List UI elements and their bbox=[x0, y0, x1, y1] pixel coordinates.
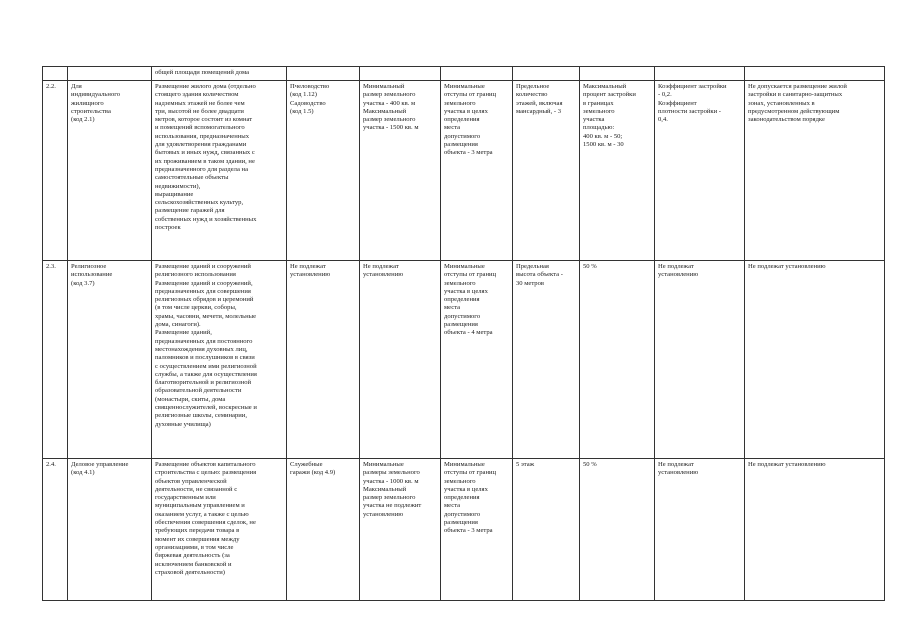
zoning-regulations-table bbox=[42, 66, 885, 601]
table-row bbox=[43, 459, 885, 601]
cell-setbacks: Минимальные отступы от границ земельного участка в целях определения места допустимого размещения объекта - 3 метра bbox=[441, 81, 513, 261]
cell-plot-size: Минимальные размеры земельного участка - 1000 кв. м Максимальный размер земельного участка не подлежит установлению bbox=[360, 459, 441, 601]
cell-floors: 5 этаж bbox=[513, 459, 580, 601]
cell-coverage: Максимальный процент застройки в границах земельного участка площадью: 400 кв. м - 50; 1500 кв. м - 30 bbox=[580, 81, 655, 261]
cell-num: 2.2. bbox=[43, 81, 68, 261]
cell-plot-size: Минимальный размер земельного участка - 400 кв. м Максимальный размер земельного участка - 1500 кв. м bbox=[360, 81, 441, 261]
cell-restrictions: Не подлежат установлению bbox=[745, 261, 885, 459]
cell-restrictions: Не допускается размещение жилой застройки в санитарно-защитных зонах, установленных в предусмотренном действующим законодательством порядке bbox=[745, 81, 885, 261]
cell-name: Деловое управление (код 4.1) bbox=[68, 459, 152, 601]
cell-main-use: Размещение жилого дома (отдельно стоящего здания количеством надземных этажей не более чем три, высотой не более двадцати метров, которое состоит из комнат и помещений вспомогательного использования, предназначенных для удовлетворения гражданами бытовых и иных нужд, связанных с их проживанием в таком здании, не предназначенного для раздела на самостоятельные объекты недвижимости), выращивание сельскохозяйственных культур, размещение гаражей для собственных нужд и хозяйственных построек bbox=[152, 81, 287, 261]
cell-restrictions: Не подлежат установлению bbox=[745, 459, 885, 601]
cell-plot-size bbox=[360, 67, 441, 81]
cell-coef: Коэффициент застройки - 0,2. Коэффициент плотности застройки - 0,4. bbox=[655, 81, 745, 261]
cell-aux-use: Служебные гаражи (код 4.9) bbox=[287, 459, 360, 601]
cell-num: 2.3. bbox=[43, 261, 68, 459]
cell-name: Для индивидуального жилищного строительства (код 2.1) bbox=[68, 81, 152, 261]
cell-floors: Предельное количество этажей, включая мансардный, - 3 bbox=[513, 81, 580, 261]
cell-setbacks bbox=[441, 67, 513, 81]
table-row-continuation bbox=[43, 67, 885, 81]
cell-coef: Не подлежат установлению bbox=[655, 261, 745, 459]
cell-floors: Предельная высота объекта - 30 метров bbox=[513, 261, 580, 459]
cell-coverage bbox=[580, 67, 655, 81]
cell-coef: Не подлежат установлению bbox=[655, 459, 745, 601]
cell-main-use: Размещение объектов капитального строительства с целью: размещения объектов управленческой деятельности, не связанной с государственным или муниципальным управлением и оказанием услуг, а также с целью обеспечения совершения сделок, не требующих передачи товара в момент их совершения между организациями, в том числе биржевая деятельность (за исключением банковской и страховой деятельности) bbox=[152, 459, 287, 601]
cell-floors bbox=[513, 67, 580, 81]
cell-aux-use bbox=[287, 67, 360, 81]
cell-num bbox=[43, 67, 68, 81]
table-row bbox=[43, 261, 885, 459]
cell-num: 2.4. bbox=[43, 459, 68, 601]
cell-aux-use: Не подлежат установлению bbox=[287, 261, 360, 459]
table-row bbox=[43, 81, 885, 261]
cell-setbacks: Минимальные отступы от границ земельного участка в целях определения места допустимого размещения объекта - 3 метра bbox=[441, 459, 513, 601]
cell-main-use: общей площади помещений дома bbox=[152, 67, 287, 81]
cell-name bbox=[68, 67, 152, 81]
cell-name: Религиозное использование (код 3.7) bbox=[68, 261, 152, 459]
cell-coef bbox=[655, 67, 745, 81]
cell-restrictions bbox=[745, 67, 885, 81]
cell-plot-size: Не подлежат установлению bbox=[360, 261, 441, 459]
cell-setbacks: Минимальные отступы от границ земельного участка в целях определения места допустимого размещения объекта - 4 метра bbox=[441, 261, 513, 459]
cell-coverage: 50 % bbox=[580, 261, 655, 459]
cell-aux-use: Пчеловодство (код 1.12) Садоводство (код 1.5) bbox=[287, 81, 360, 261]
cell-coverage: 50 % bbox=[580, 459, 655, 601]
cell-main-use: Размещение зданий и сооружений религиозного использования Размещение зданий и сооружений, предназначенных для совершения религиозных обрядов и церемоний (в том числе церкви, соборы, храмы, часовни, мечети, молельные дома, синагоги). Размещение зданий, предназначенных для постоянного местонахождения духовных лиц, паломников и послушников в связи с осуществлением ими религиозной службы, а также для осуществления благотворительной и религиозной образовательной деятельности (монастыри, скиты, дома священнослужителей, воскресные и религиозные школы, семинарии, духовные училища) bbox=[152, 261, 287, 459]
